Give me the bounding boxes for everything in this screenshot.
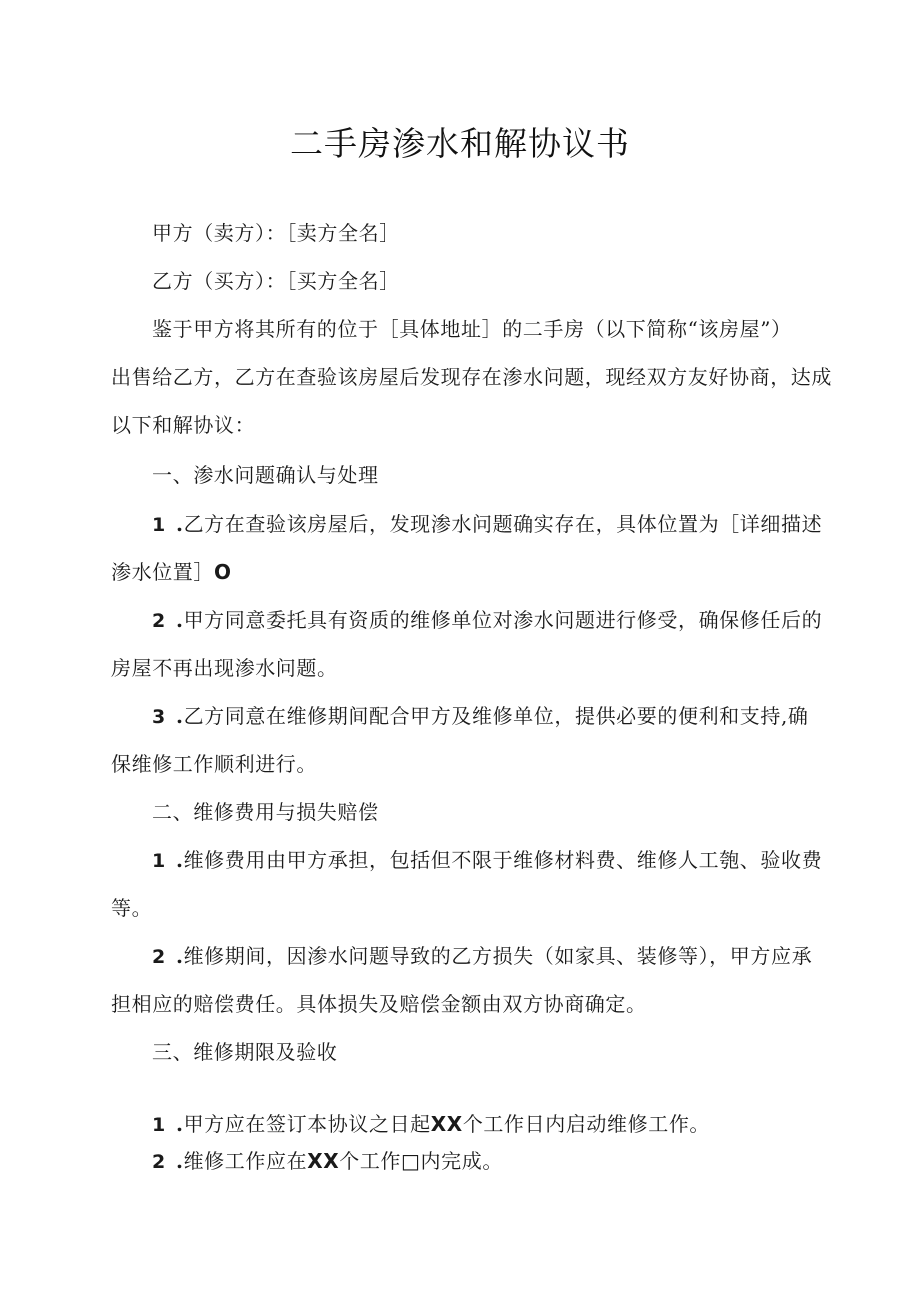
section-2-heading: 二、维修费用与损失赔偿 [152, 800, 379, 824]
section-3-item-1: 1 .甲方应在签订本协议之日起XX个工作日内启动维修工作。 [152, 1110, 710, 1139]
section-2-item-1-cont: 等。 [111, 896, 153, 920]
section-2-item-1: 1 .维修费用由甲方承担，包括但不限于维修材料费、维修人工匏、验收费 [152, 846, 822, 875]
item-number: 2 [152, 946, 166, 968]
section-2-item-2-cont: 担相应的赔偿费任。具体损失及赔偿金额由双方协商确定。 [111, 992, 647, 1016]
party-b: 乙方（买方）：［买方全名］ [152, 269, 400, 293]
item-placeholder: XX [307, 1149, 340, 1173]
section-1-item-3-cont: 保维修工作顺利进行。 [111, 752, 317, 776]
section-1-heading: 一、渗水问题确认与处理 [152, 463, 379, 487]
item-number: 1 [152, 1114, 166, 1136]
item-text: 乙方同意在维修期间配合甲方及维修单位，提供必要的便利和支持,确 [183, 704, 809, 728]
preamble-line-2: 出售给乙方，乙方在查验该房屋后发现存在渗水问题，现经双方友好协商，达成 [111, 365, 832, 389]
item-number: 1 [152, 850, 166, 872]
section-1-item-1-cont [111, 558, 232, 586]
party-a: 甲方（卖方）：［卖方全名］ [152, 221, 400, 245]
item-text: 渗水位置］ [111, 560, 214, 584]
item-text: 维修期间，因渗水问题导致的乙方损失（如家具、装修等），甲方应承 [183, 944, 813, 968]
item-number: 1 [152, 514, 166, 536]
item-number: 3 [152, 706, 166, 728]
item-text: 维修工作应在 [183, 1149, 308, 1173]
item-placeholder: XX [430, 1112, 463, 1136]
document-title: 二手房渗水和解协议书 [290, 124, 630, 163]
preamble-line-3: 以下和解协议： [111, 413, 256, 437]
section-1-item-2-cont: 房屋不再出现渗水问题。 [111, 656, 338, 680]
section-3-heading: 三、维修期限及验收 [152, 1040, 338, 1064]
item-text: 个工作□内完成。 [339, 1149, 503, 1173]
preamble-line-1: 鉴于甲方将其所有的位于［具体地址］的二手房（以下简称“该房屋”） [152, 317, 792, 341]
item-text: 乙方在查验该房屋后，发现渗水问题确实存在，具体位置为［详细描述 [183, 512, 823, 536]
item-tail: O [214, 560, 232, 584]
item-text: 维修费用由甲方承担，包括但不限于维修材料费、维修人工匏、验收费 [183, 848, 823, 872]
section-2-item-2: 2 .维修期间，因渗水问题导致的乙方损失（如家具、装修等），甲方应承 [152, 942, 812, 971]
item-text: 甲方应在签订本协议之日起 [183, 1112, 431, 1136]
item-text: 个工作日内启动维修工作。 [462, 1112, 711, 1136]
section-1-item-3: 3 .乙方同意在维修期间配合甲方及维修单位，提供必要的便利和支持,确 [152, 702, 809, 731]
item-text: 甲方同意委托具有资质的维修单位对渗水问题进行修受，确保修任后的 [183, 608, 823, 632]
item-number: 2 [152, 610, 166, 632]
section-3-item-2: 2 .维修工作应在XX个工作□内完成。 [152, 1147, 503, 1176]
section-1-item-1: 1 .乙方在查验该房屋后，发现渗水问题确实存在，具体位置为［详细描述 [152, 510, 822, 539]
item-number: 2 [152, 1151, 166, 1173]
section-1-item-2: 2 .甲方同意委托具有资质的维修单位对渗水问题进行修受，确保修任后的 [152, 606, 822, 635]
